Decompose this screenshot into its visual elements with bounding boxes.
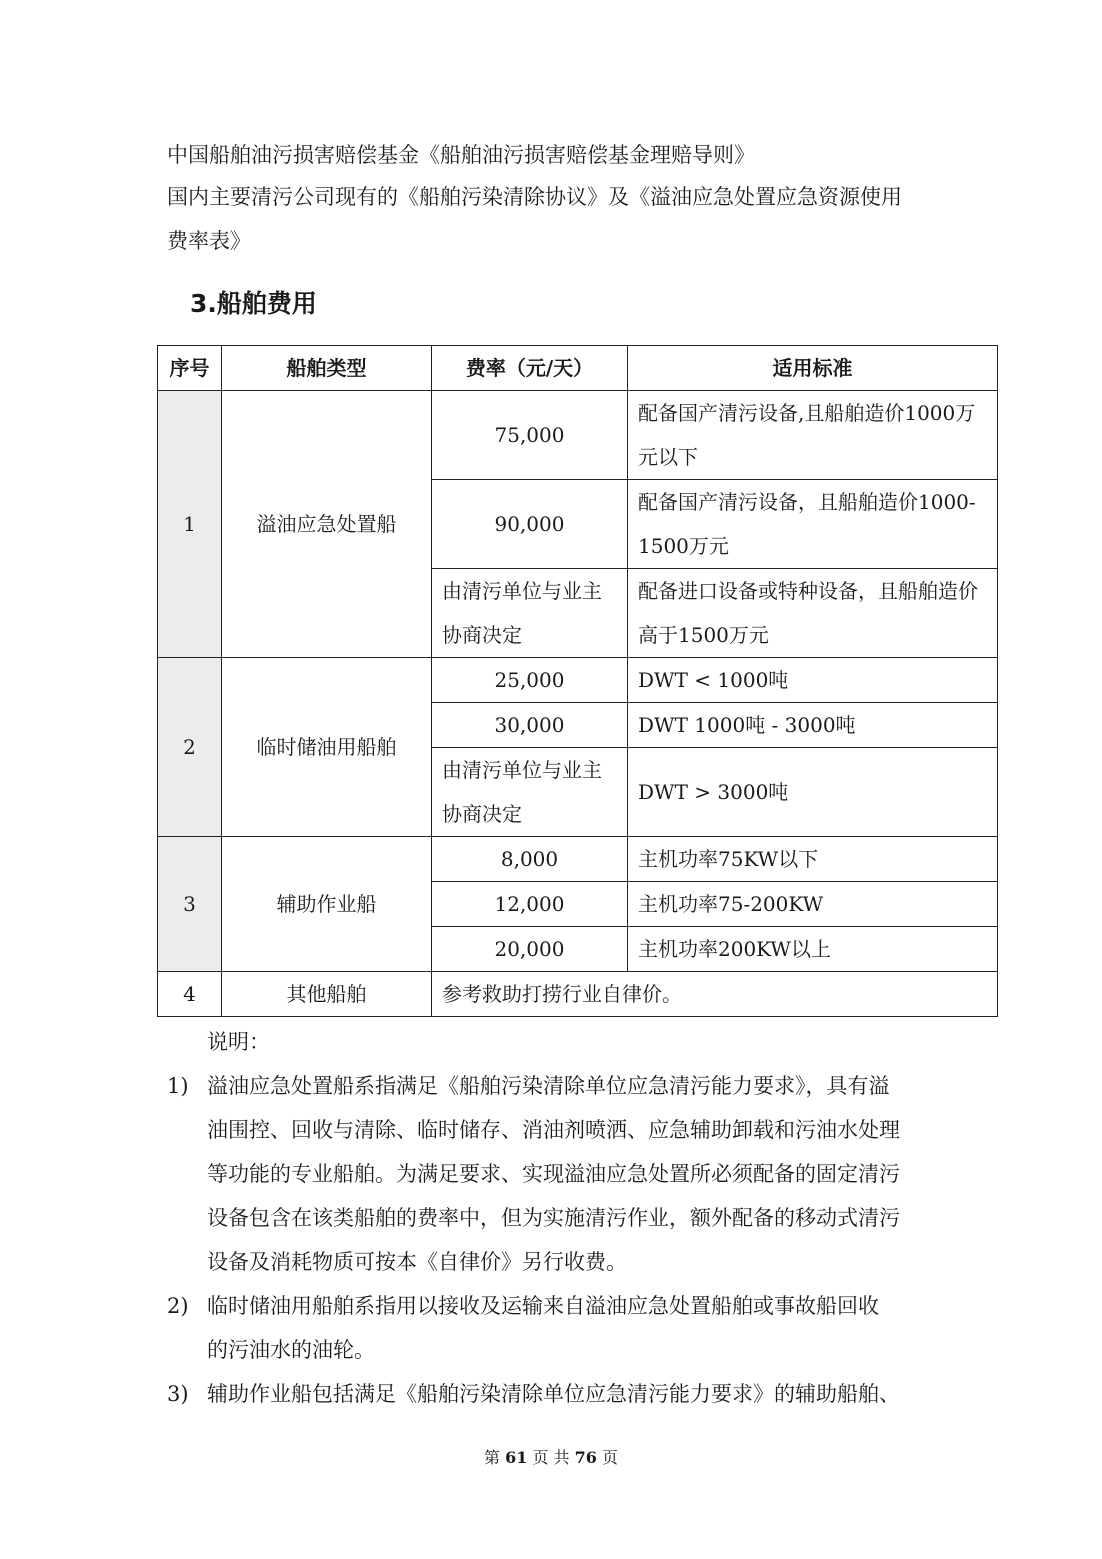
row-rate: 8,000 [432,837,628,882]
intro-line-2: 国内主要清污公司现有的《船舶污染清除协议》及《溢油应急处置应急资源使用 [167,185,902,209]
row-standard: DWT > 3000吨 [628,748,998,837]
table-row [158,658,998,703]
row-rate: 25,000 [432,658,628,703]
note-number: 1) [167,1074,189,1098]
row-standard: 配备国产清污设备,且船舶造价1000万元以下 [628,391,998,480]
row-no: 2 [158,658,222,837]
row-rate: 20,000 [432,927,628,972]
header-standard: 适用标准 [628,346,998,391]
note-line: 的污油水的油轮。 [207,1338,375,1362]
header-no: 序号 [158,346,222,391]
header-rate: 费率（元/天） [432,346,628,391]
row-merged-note: 参考救助打捞行业自律价。 [432,972,998,1017]
notes-heading: 说明： [207,1030,270,1054]
table-row [158,837,998,882]
row-rate: 90,000 [432,480,628,569]
row-rate: 12,000 [432,882,628,927]
footer-mid: 页 共 [532,1448,570,1467]
table-header-row [158,346,998,391]
note-line: 设备包含在该类船舶的费率中，但为实施清污作业，额外配备的移动式清污 [207,1206,900,1230]
intro-line-1: 中国船舶油污损害赔偿基金《船舶油污损害赔偿基金理赔导则》 [167,143,755,167]
row-standard: 配备进口设备或特种设备，且船舶造价高于1500万元 [628,569,998,658]
table-row [158,391,998,480]
row-standard: 主机功率75-200KW [628,882,998,927]
row-ship-type: 临时储油用船舶 [222,658,432,837]
row-rate: 30,000 [432,703,628,748]
row-ship-type: 辅助作业船 [222,837,432,972]
footer-total-pages: 76 [574,1448,597,1467]
row-ship-type: 溢油应急处置船 [222,391,432,658]
note-line: 辅助作业船包括满足《船舶污染清除单位应急清污能力要求》的辅助船舶、 [207,1382,900,1406]
header-ship-type: 船舶类型 [222,346,432,391]
intro-line-3: 费率表》 [167,229,251,253]
note-line: 油围控、回收与清除、临时储存、消油剂喷洒、应急辅助卸载和污油水处理 [207,1118,900,1142]
note-line: 临时储油用船舶系指用以接收及运输来自溢油应急处置船舶或事故船回收 [207,1294,879,1318]
row-rate: 由清污单位与业主协商决定 [432,748,628,837]
note-line: 设备及消耗物质可按本《自律价》另行收费。 [207,1250,627,1274]
row-no: 1 [158,391,222,658]
section-title: 3.船舶费用 [190,289,317,318]
row-standard: 配备国产清污设备，且船舶造价1000-1500万元 [628,480,998,569]
row-rate: 由清污单位与业主协商决定 [432,569,628,658]
row-standard: 主机功率200KW以上 [628,927,998,972]
row-no: 3 [158,837,222,972]
row-no: 4 [158,972,222,1017]
row-ship-type: 其他船舶 [222,972,432,1017]
note-line: 等功能的专业船舶。为满足要求、实现溢油应急处置所必须配备的固定清污 [207,1162,900,1186]
table-row [158,972,998,1017]
row-rate: 75,000 [432,391,628,480]
ship-fee-table [157,345,998,1017]
footer-suffix: 页 [602,1448,619,1467]
page-footer [0,1445,1102,1471]
row-standard: DWT < 1000吨 [628,658,998,703]
note-number: 2) [167,1294,189,1318]
footer-prefix: 第 [483,1448,500,1467]
footer-page-number: 61 [505,1448,528,1467]
note-line: 溢油应急处置船系指满足《船舶污染清除单位应急清污能力要求》，具有溢 [207,1074,890,1098]
note-number: 3) [167,1382,189,1406]
row-standard: DWT 1000吨 - 3000吨 [628,703,998,748]
row-standard: 主机功率75KW以下 [628,837,998,882]
